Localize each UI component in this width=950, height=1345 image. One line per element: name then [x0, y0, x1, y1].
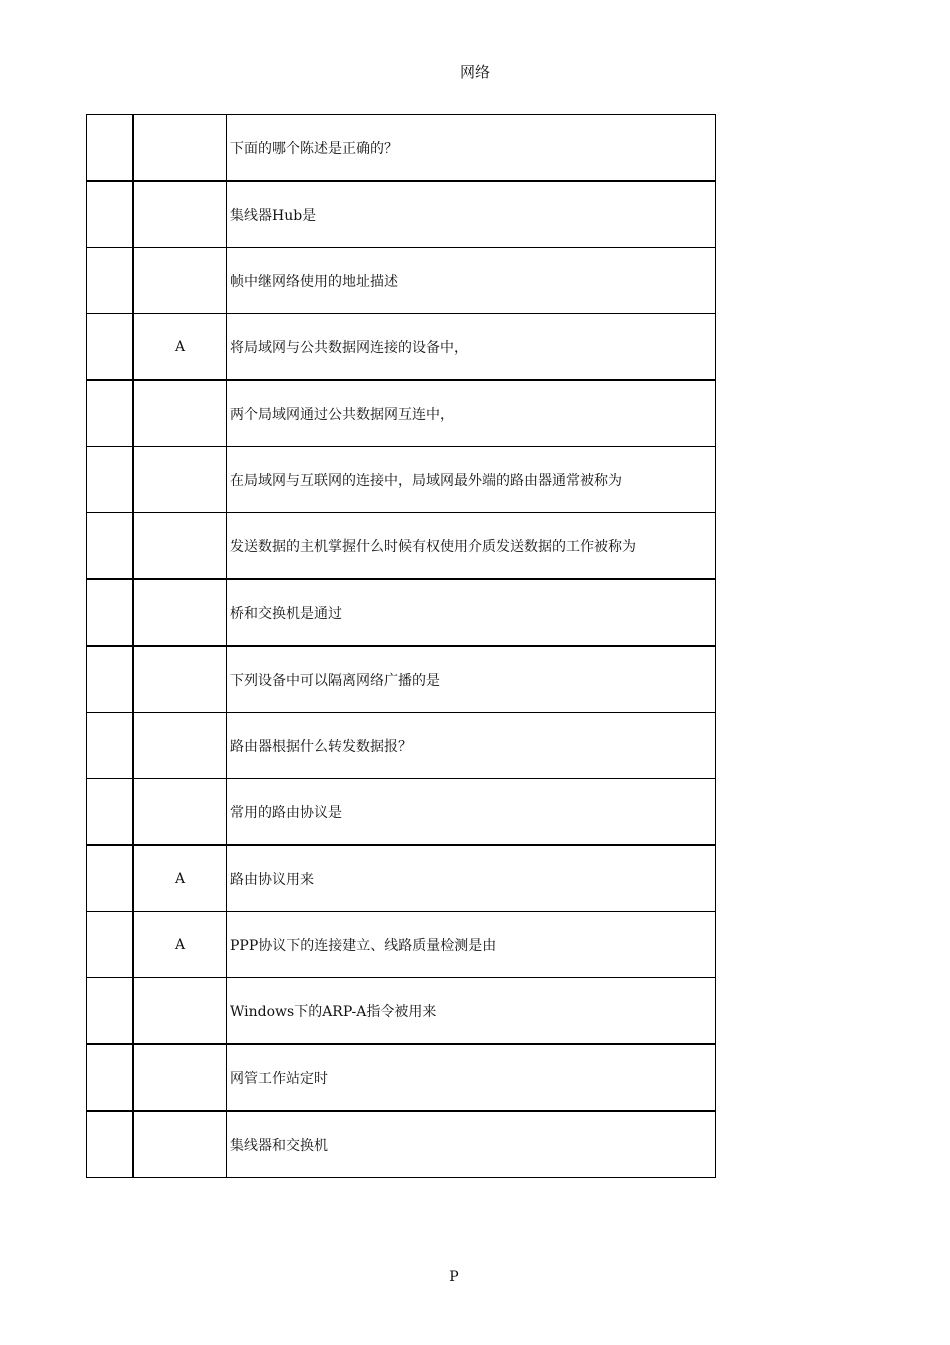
question-number-cell — [87, 779, 134, 846]
question-text-cell: 路由协议用来 — [227, 845, 716, 912]
question-number-cell — [87, 314, 134, 381]
answer-cell — [133, 1044, 227, 1111]
question-text-cell: 集线器和交换机 — [227, 1111, 716, 1178]
question-row — [87, 779, 716, 846]
question-text-cell: 集线器Hub是 — [227, 181, 716, 248]
question-table — [86, 114, 716, 1178]
answer-cell — [133, 181, 227, 248]
question-number-cell — [87, 1044, 134, 1111]
question-row — [87, 115, 716, 182]
question-row — [87, 181, 716, 248]
answer-cell — [133, 779, 227, 846]
question-row — [87, 314, 716, 381]
answer-cell — [133, 713, 227, 779]
question-text-cell: 发送数据的主机掌握什么时候有权使用介质发送数据的工作被称为 — [227, 513, 716, 580]
question-row — [87, 845, 716, 912]
question-row — [87, 713, 716, 779]
answer-cell — [133, 380, 227, 447]
question-number-cell — [87, 1111, 134, 1178]
question-number-cell — [87, 978, 134, 1045]
question-table-body — [87, 115, 716, 1178]
question-number-cell — [87, 447, 134, 513]
answer-cell: A — [133, 314, 227, 381]
answer-cell: A — [133, 912, 227, 978]
question-row — [87, 646, 716, 713]
answer-cell — [133, 248, 227, 314]
question-row — [87, 513, 716, 580]
question-row — [87, 978, 716, 1045]
answer-cell: A — [133, 845, 227, 912]
question-text-cell: 常用的路由协议是 — [227, 779, 716, 846]
question-text-cell: 桥和交换机是通过 — [227, 579, 716, 646]
question-text-cell: Windows下的ARP-A指令被用来 — [227, 978, 716, 1045]
answer-cell — [133, 646, 227, 713]
question-number-cell — [87, 513, 134, 580]
question-row — [87, 579, 716, 646]
question-text-cell: 下列设备中可以隔离网络广播的是 — [227, 646, 716, 713]
question-number-cell — [87, 248, 134, 314]
question-text-cell: 将局域网与公共数据网连接的设备中， — [227, 314, 716, 381]
question-number-cell — [87, 380, 134, 447]
question-number-cell — [87, 579, 134, 646]
question-row — [87, 1111, 716, 1178]
answer-cell — [133, 447, 227, 513]
question-row — [87, 447, 716, 513]
question-number-cell — [87, 181, 134, 248]
question-text-cell: 网管工作站定时 — [227, 1044, 716, 1111]
answer-cell — [133, 978, 227, 1045]
question-row — [87, 248, 716, 314]
answer-cell — [133, 115, 227, 182]
question-number-cell — [87, 713, 134, 779]
question-text-cell: 帧中继网络使用的地址描述 — [227, 248, 716, 314]
page-header — [0, 61, 950, 82]
page-number: P — [449, 1269, 459, 1285]
question-row — [87, 912, 716, 978]
question-row — [87, 1044, 716, 1111]
question-text-cell: 在局域网与互联网的连接中，局域网最外端的路由器通常被称为 — [227, 447, 716, 513]
answer-cell — [133, 513, 227, 580]
question-number-cell — [87, 115, 134, 182]
question-text-cell: 下面的哪个陈述是正确的？ — [227, 115, 716, 182]
question-number-cell — [87, 646, 134, 713]
page-title: 网络 — [459, 63, 490, 81]
question-number-cell — [87, 912, 134, 978]
question-text-cell: PPP协议下的连接建立、线路质量检测是由 — [227, 912, 716, 978]
page-footer — [0, 1269, 908, 1285]
question-number-cell — [87, 845, 134, 912]
question-text-cell: 两个局域网通过公共数据网互连中， — [227, 380, 716, 447]
answer-cell — [133, 1111, 227, 1178]
question-row — [87, 380, 716, 447]
answer-cell — [133, 579, 227, 646]
question-text-cell: 路由器根据什么转发数据报？ — [227, 713, 716, 779]
